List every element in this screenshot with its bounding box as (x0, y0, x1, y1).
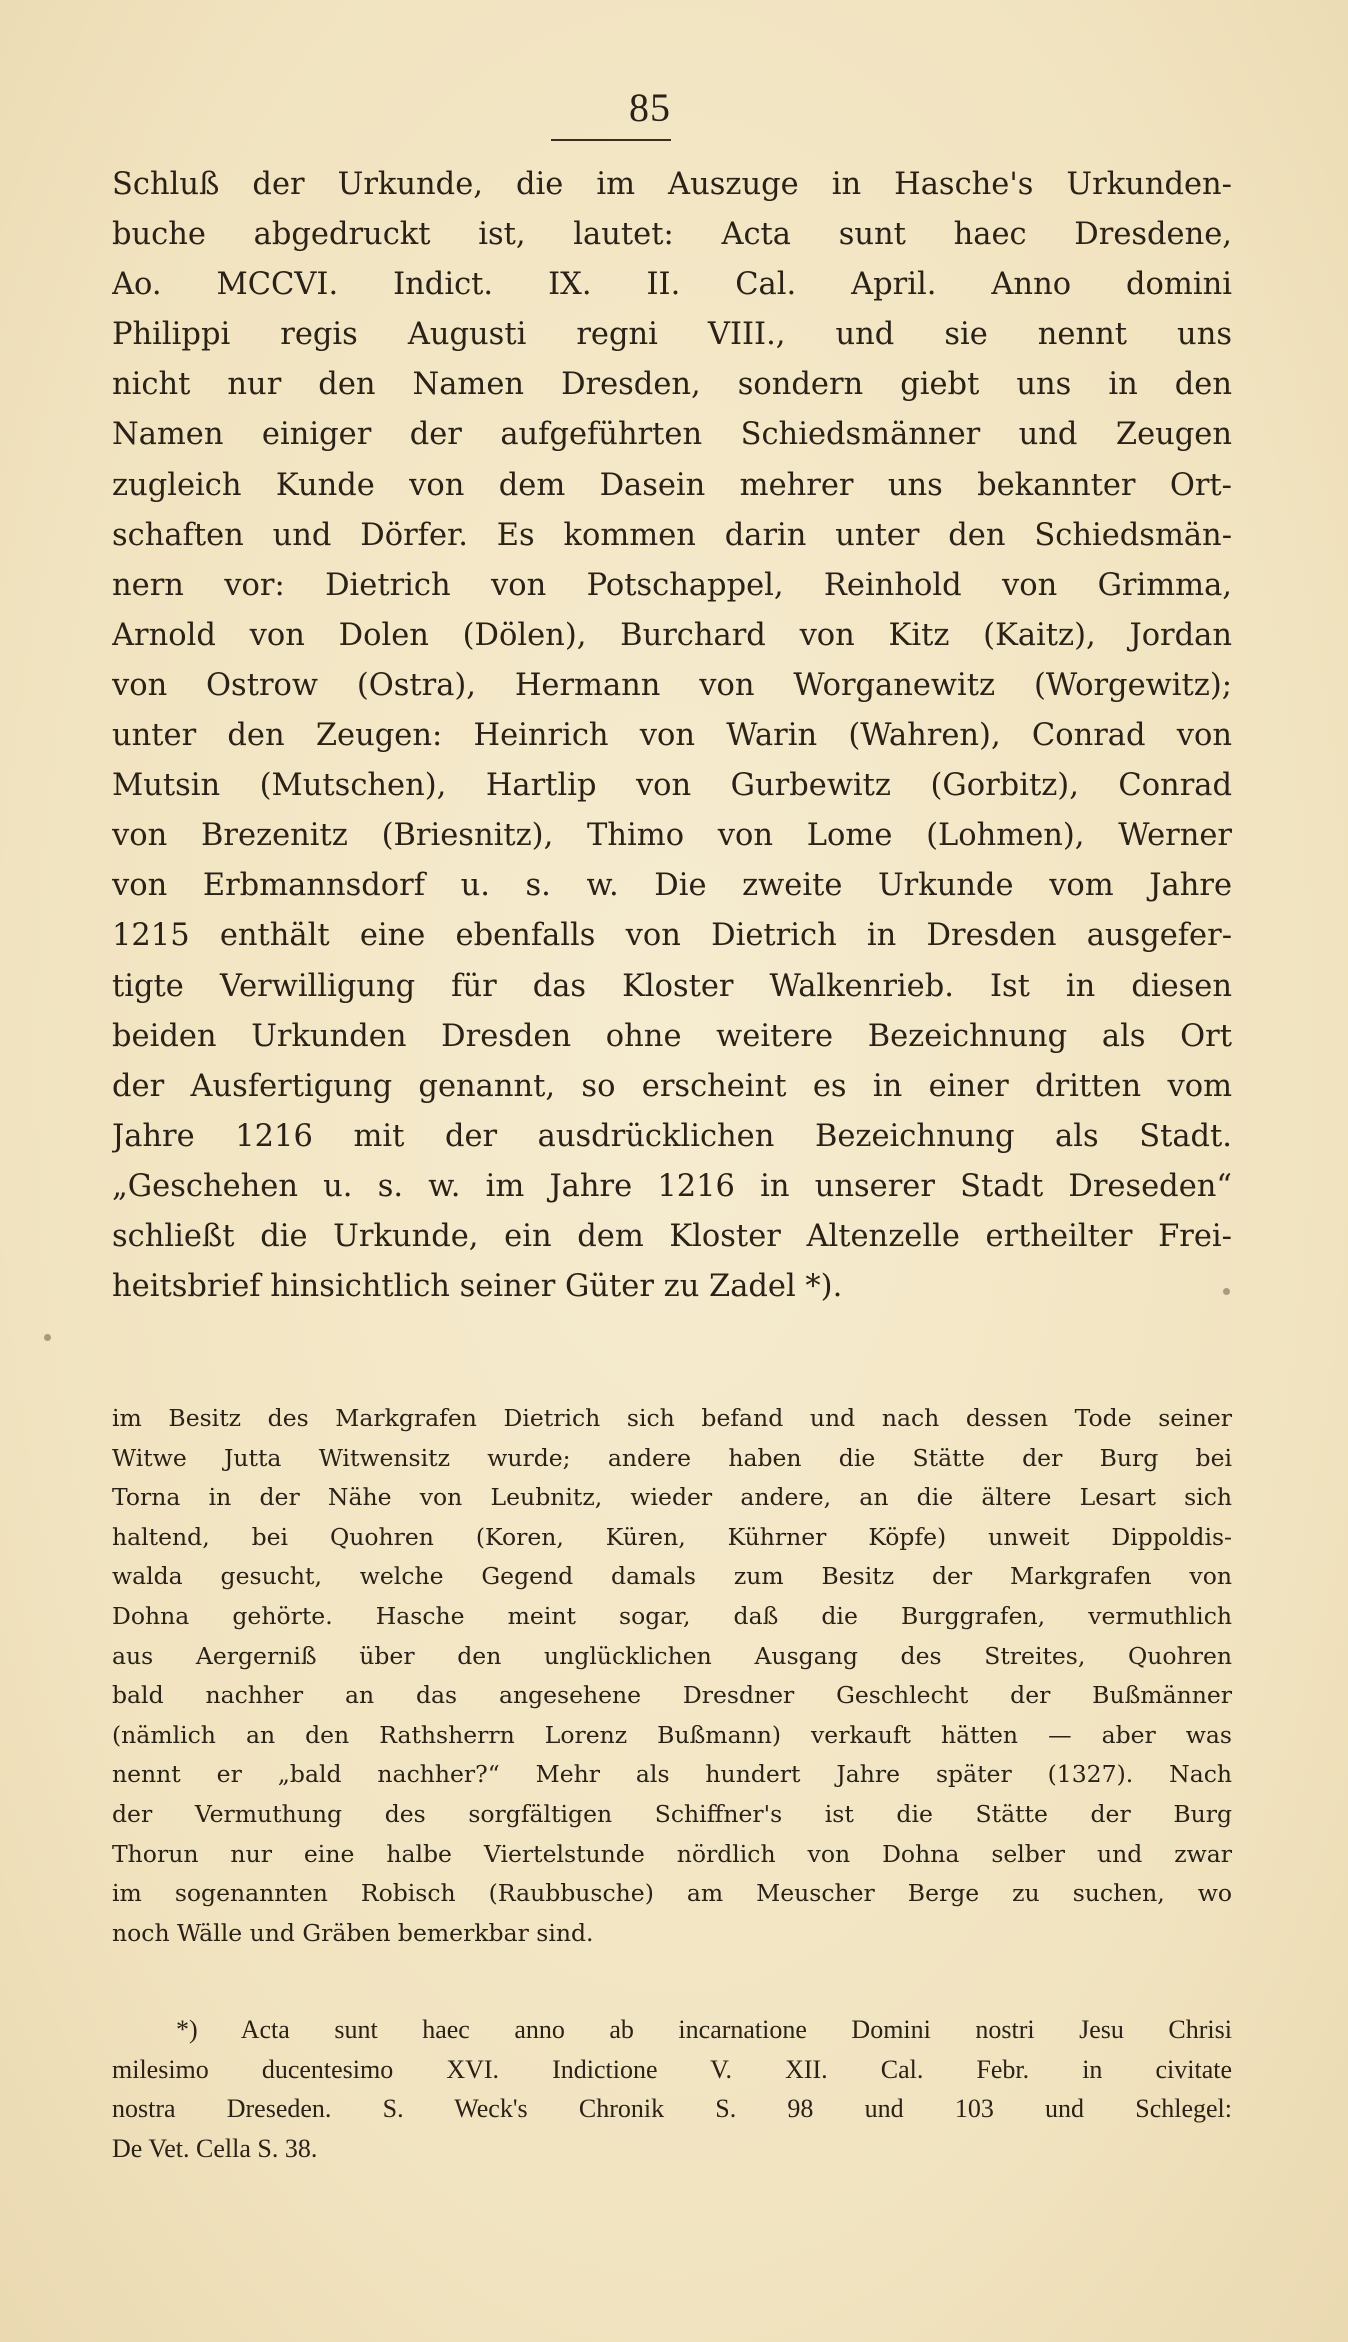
text-line: Mutsin (Mutschen), Hartlip von Gurbewitz (Gorbitz), Conrad (112, 768, 1232, 804)
text-line: schaften und Dörfer. Es kommen darin unter den Schiedsmän- (112, 517, 1232, 553)
text-line: Schluß der Urkunde, die im Auszuge in Hasche's Urkunden- (112, 167, 1232, 202)
footnote-line: (nämlich an den Rathsherrn Lorenz Bußmann) verkauft hätten — aber was (112, 1720, 1232, 1749)
footnote-line: Dohna gehörte. Hasche meint sogar, daß die Burggrafen, vermuthlich (112, 1601, 1232, 1630)
footnote-line: bald nachher an das angesehene Dresdner Geschlecht der Bußmänner (112, 1681, 1232, 1710)
text-line: schließt die Urkunde, ein dem Kloster Altenzelle ertheilter Frei- (112, 1218, 1232, 1254)
text-line: tigte Verwilligung für das Kloster Walkenrieb. Ist in diesen (112, 968, 1232, 1004)
footnote-line: im sogenannten Robisch (Raubbusche) am Meuscher Berge zu suchen, wo (112, 1879, 1232, 1908)
text-line: beiden Urkunden Dresden ohne weitere Bezeichnung als Ort (112, 1018, 1232, 1054)
text-line: 1215 enthält eine ebenfalls von Dietrich in Dresden ausgefer- (112, 918, 1232, 954)
text-line: von Erbmannsdorf u. s. w. Die zweite Urkunde vom Jahre (112, 868, 1232, 904)
footnote-line: milesimo ducentesimo XVI. Indictione V. XII. Cal. Febr. in civitate (112, 2054, 1232, 2084)
header-rule (551, 139, 671, 141)
page-number: 85 (629, 85, 671, 130)
footnote-line: *) Acta sunt haec anno ab incarnatione Domini nostri Jesu Chrisi (176, 2015, 1232, 2044)
text-line: Ao. MCCVI. Indict. IX. II. Cal. April. Anno domini (112, 267, 1232, 303)
text-line: nern vor: Dietrich von Potschappel, Reinhold von Grimma, (112, 567, 1232, 603)
text-line: Jahre 1216 mit der ausdrücklichen Bezeichnung als Stadt. (112, 1118, 1232, 1154)
text-line: nicht nur den Namen Dresden, sondern giebt uns in den (112, 367, 1232, 403)
text-line: Arnold von Dolen (Dölen), Burchard von Kitz (Kaitz), Jordan (112, 617, 1232, 653)
text-line: von Brezenitz (Briesnitz), Thimo von Lome (Lohmen), Werner (112, 818, 1232, 854)
main-text-block (112, 160, 1232, 1312)
footnote-line: Witwe Jutta Witwensitz wurde; andere haben die Stätte der Burg bei (112, 1443, 1232, 1472)
footnote-line: im Besitz des Markgrafen Dietrich sich befand und nach dessen Tode seiner (112, 1404, 1232, 1432)
text-line: buche abgedruckt ist, lautet: Acta sunt haec Dresdene, (112, 217, 1232, 253)
footnote-line: Torna in der Nähe von Leubnitz, wieder andere, an die ältere Lesart sich (112, 1483, 1232, 1512)
footnote-line: nennt er „bald nachher?“ Mehr als hundert Jahre später (1327). Nach (112, 1760, 1232, 1789)
paper-speck (1223, 1288, 1230, 1295)
footnote-line: aus Aergerniß über den unglücklichen Ausgang des Streites, Quohren (112, 1641, 1232, 1670)
footnote-line: De Vet. Cella S. 38. (112, 2133, 318, 2163)
footnote-continued-block (112, 1399, 1232, 1953)
footnote-line: nostra Dreseden. S. Weck's Chronik S. 98 und 103 und Schlegel: (112, 2094, 1232, 2123)
footnote-asterisk-block (112, 2010, 1232, 2168)
footnote-line: der Vermuthung des sorgfältigen Schiffner's ist die Stätte der Burg (112, 1799, 1232, 1828)
footnote-line: noch Wälle und Gräben bemerkbar sind. (112, 1918, 594, 1947)
text-line: zugleich Kunde von dem Dasein mehrer uns bekannter Ort- (112, 467, 1232, 503)
text-line: von Ostrow (Ostra), Hermann von Worganewitz (Worgewitz); (112, 667, 1232, 703)
text-line: heitsbrief hinsichtlich seiner Güter zu Zadel *). (112, 1269, 843, 1305)
text-line: unter den Zeugen: Heinrich von Warin (Wahren), Conrad von (112, 718, 1232, 754)
footnote-line: haltend, bei Quohren (Koren, Küren, Kührner Köpfe) unweit Dippoldis- (112, 1522, 1232, 1551)
text-line: Namen einiger der aufgeführten Schiedsmänner und Zeugen (112, 417, 1232, 453)
text-line: der Ausfertigung genannt, so erscheint es in einer dritten vom (112, 1068, 1232, 1104)
paper-speck (44, 1334, 51, 1341)
footnote-line: walda gesucht, welche Gegend damals zum Besitz der Markgrafen von (112, 1562, 1232, 1591)
text-line: „Geschehen u. s. w. im Jahre 1216 in unserer Stadt Dreseden“ (112, 1168, 1232, 1204)
text-line: Philippi regis Augusti regni VIII., und sie nennt uns (112, 317, 1232, 353)
footnote-line: Thorun nur eine halbe Viertelstunde nördlich von Dohna selber und zwar (112, 1839, 1232, 1868)
